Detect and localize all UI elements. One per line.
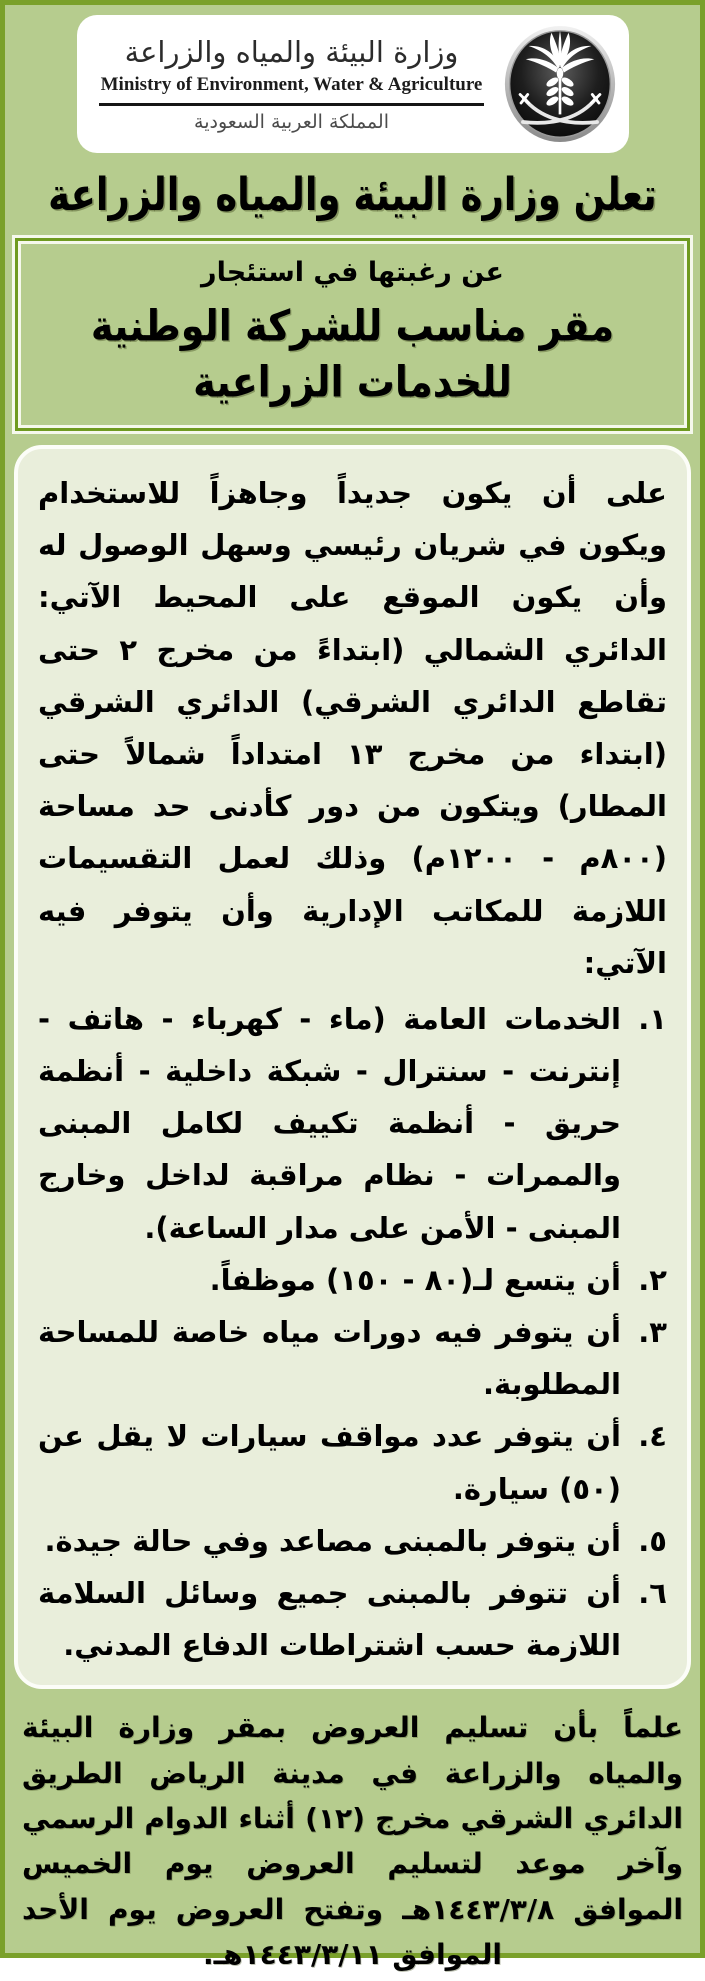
- requirement-number: ١.: [638, 1001, 667, 1036]
- requirement-text: أن يتسع لـ(٨٠ - ١٥٠) موظفاً.: [209, 1262, 621, 1297]
- requirement-row: [38, 1567, 667, 1671]
- ministry-name-english: Ministry of Environment, Water & Agriculture: [100, 74, 483, 95]
- subject-subtitle: عن رغبتها في استئجار: [201, 257, 504, 288]
- saudi-emblem-icon: [501, 24, 619, 144]
- requirement-number: ٣.: [638, 1315, 667, 1349]
- requirement-text: أن يتوفر بالمبنى مصاعد وفي حالة جيدة.: [44, 1523, 621, 1558]
- country-name: المملكة العربية السعودية: [194, 111, 389, 133]
- requirements-panel: [14, 445, 691, 1689]
- requirement-number: ٥.: [638, 1523, 667, 1558]
- requirement-row: [38, 1254, 667, 1306]
- subject-box: [15, 238, 690, 431]
- requirement-row: [38, 1410, 667, 1514]
- ministry-logo-texts: [87, 35, 497, 133]
- ministry-name-arabic: وزارة البيئة والمياه والزراعة: [124, 35, 459, 69]
- requirement-row: [38, 993, 667, 1254]
- requirement-text: أن يتوفر عدد مواقف سيارات لا يقل عن (٥٠) سيارة.: [38, 1419, 621, 1506]
- requirement-number: ٦.: [638, 1575, 667, 1610]
- ministry-logo-card: [77, 15, 629, 153]
- subject-line-2: للخدمات الزراعية: [193, 357, 512, 407]
- requirement-text: أن يتوفر فيه دورات مياه خاصة للمساحة المطلوبة.: [38, 1315, 621, 1402]
- subject-line-1: مقر مناسب للشركة الوطنية: [90, 301, 615, 351]
- submission-footer: علماً بأن تسليم العروض بمقر وزارة البيئة والمياه والزراعة في مدينة الرياض الطريق الدائري الشرقي مخرج (١٢) أثناء الدوام الرسمي وآخر موعد لتسليم العروض يوم الخميس الموافق ١٤٤٣/٣/٨هـ وتفتح العروض يوم الأحد الموافق ١٤٤٣/٣/١١هـ.: [22, 1711, 683, 1972]
- requirements-list: [38, 993, 667, 1671]
- intro-paragraph: على أن يكون جديداً وجاهزاً للاستخدام ويكون في شريان رئيسي وسهل الوصول له وأن يكون الموقع على المحيط الآتي: الدائري الشمالي (ابتداءً من مخرج ٢ حتى تقاطع الدائري الشرقي) الدائري الشرقي (ابتداء من مخرج ١٣ امتداداً شمالاً حتى المطار) ويتكون من دور كأدنى حد مساحة (٨٠٠م - ١٢٠٠م) وذلك لعمل التقسيمات اللازمة للمكاتب الإدارية وأن يتوفر فيه الآتي:: [38, 476, 668, 980]
- requirement-number: ٤.: [638, 1419, 667, 1454]
- requirement-text: أن تتوفر بالمبنى جميع وسائل السلامة اللازمة حسب اشتراطات الدفاع المدني.: [38, 1575, 621, 1663]
- requirement-row: [38, 1306, 667, 1410]
- announcement-title: تعلن وزارة البيئة والمياه والزراعة: [48, 168, 657, 221]
- requirement-number: ٢.: [638, 1262, 667, 1297]
- requirement-text: الخدمات العامة (ماء - كهرباء - هاتف - إنترنت - سنترال - شبكة داخلية - أنظمة حريق - أنظمة تكييف لكامل المبنى والممرات - نظام مراقبة لداخل وخارج المبنى - الأمن على مدار الساعة).: [38, 1001, 621, 1245]
- requirement-row: [38, 1515, 667, 1567]
- logo-divider: [99, 103, 484, 106]
